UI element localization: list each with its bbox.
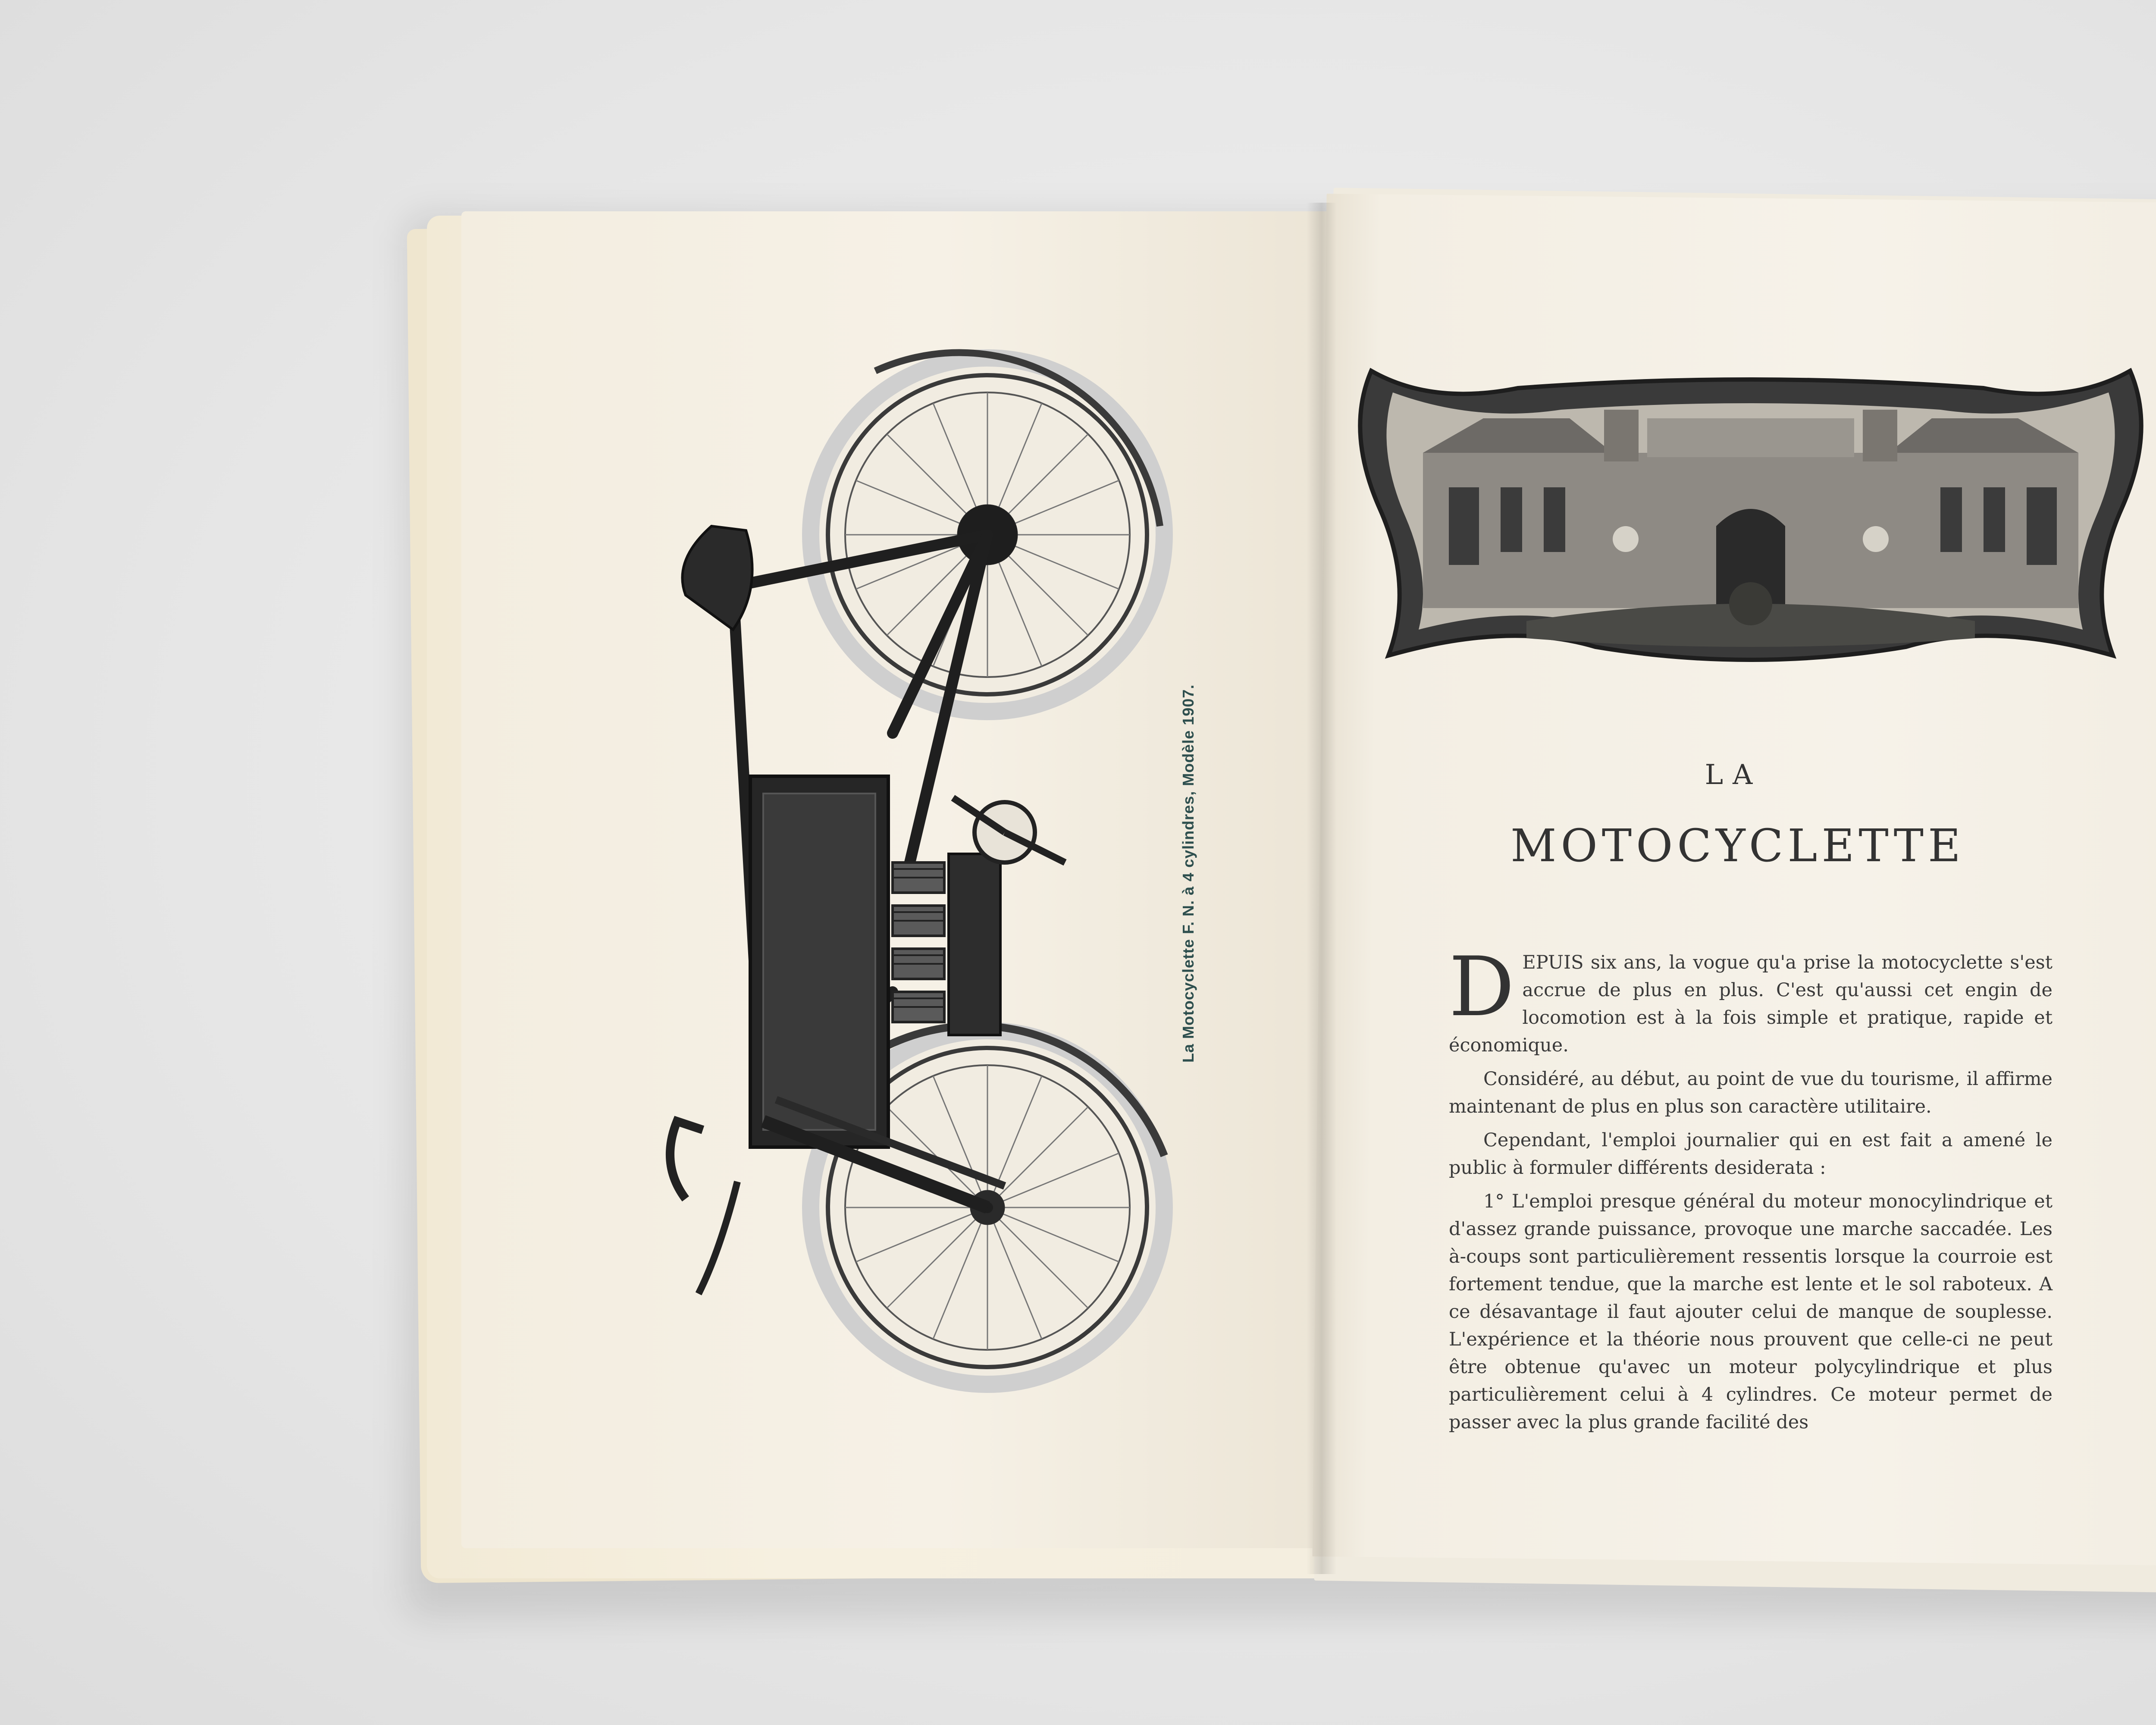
illustration-caption: La Motocyclette F. N. à 4 cylindres, Modèle 1907. bbox=[1179, 684, 1197, 1063]
paragraph-1 bbox=[1449, 939, 2053, 1059]
body-text bbox=[1449, 939, 2053, 1442]
art-nouveau-vignette bbox=[1345, 345, 2156, 681]
paragraph-4: 1° L'emploi presque général du moteur monocylindrique et d'assez grande puissance, provoque une marche saccadée. Les à-coups sont particulièrement ressentis lorsque la courroie est fortement tendue, que la marche est lente et le sol raboteux. A ce désavantage il faut ajouter celui de manque de souplesse. L'expérience et la théorie nous prouvent que celle-ci ne peut être obtenue qu'avec un moteur polycylindrique et plus particulièrement celui à 4 cylindres. Ce moteur permet de passer avec la plus grande facilité des bbox=[1449, 1191, 2053, 1433]
title-la: LA bbox=[1705, 759, 1762, 791]
paragraph-1-text: EPUIS six ans, la vogue qu'a prise la motocyclette s'est accrue de plus en plus. C'est qu'aussi cet engin de locomotion est à la fois simple et pratique, rapide et économique. bbox=[1449, 952, 2053, 1056]
motorcycle-illustration bbox=[634, 345, 1173, 1406]
paragraph-3: Cependant, l'emploi journalier qui en est fait a amené le public à formuler différents desiderata : bbox=[1449, 1129, 2053, 1179]
drop-cap: D bbox=[1449, 939, 1515, 1035]
paragraph-2: Considéré, au début, au point de vue du tourisme, il affirme maintenant de plus en plus son caractère utilitaire. bbox=[1449, 1068, 2053, 1117]
page-title: MOTOCYCLETTE bbox=[1510, 819, 1965, 872]
book-gutter bbox=[1307, 203, 1337, 1574]
